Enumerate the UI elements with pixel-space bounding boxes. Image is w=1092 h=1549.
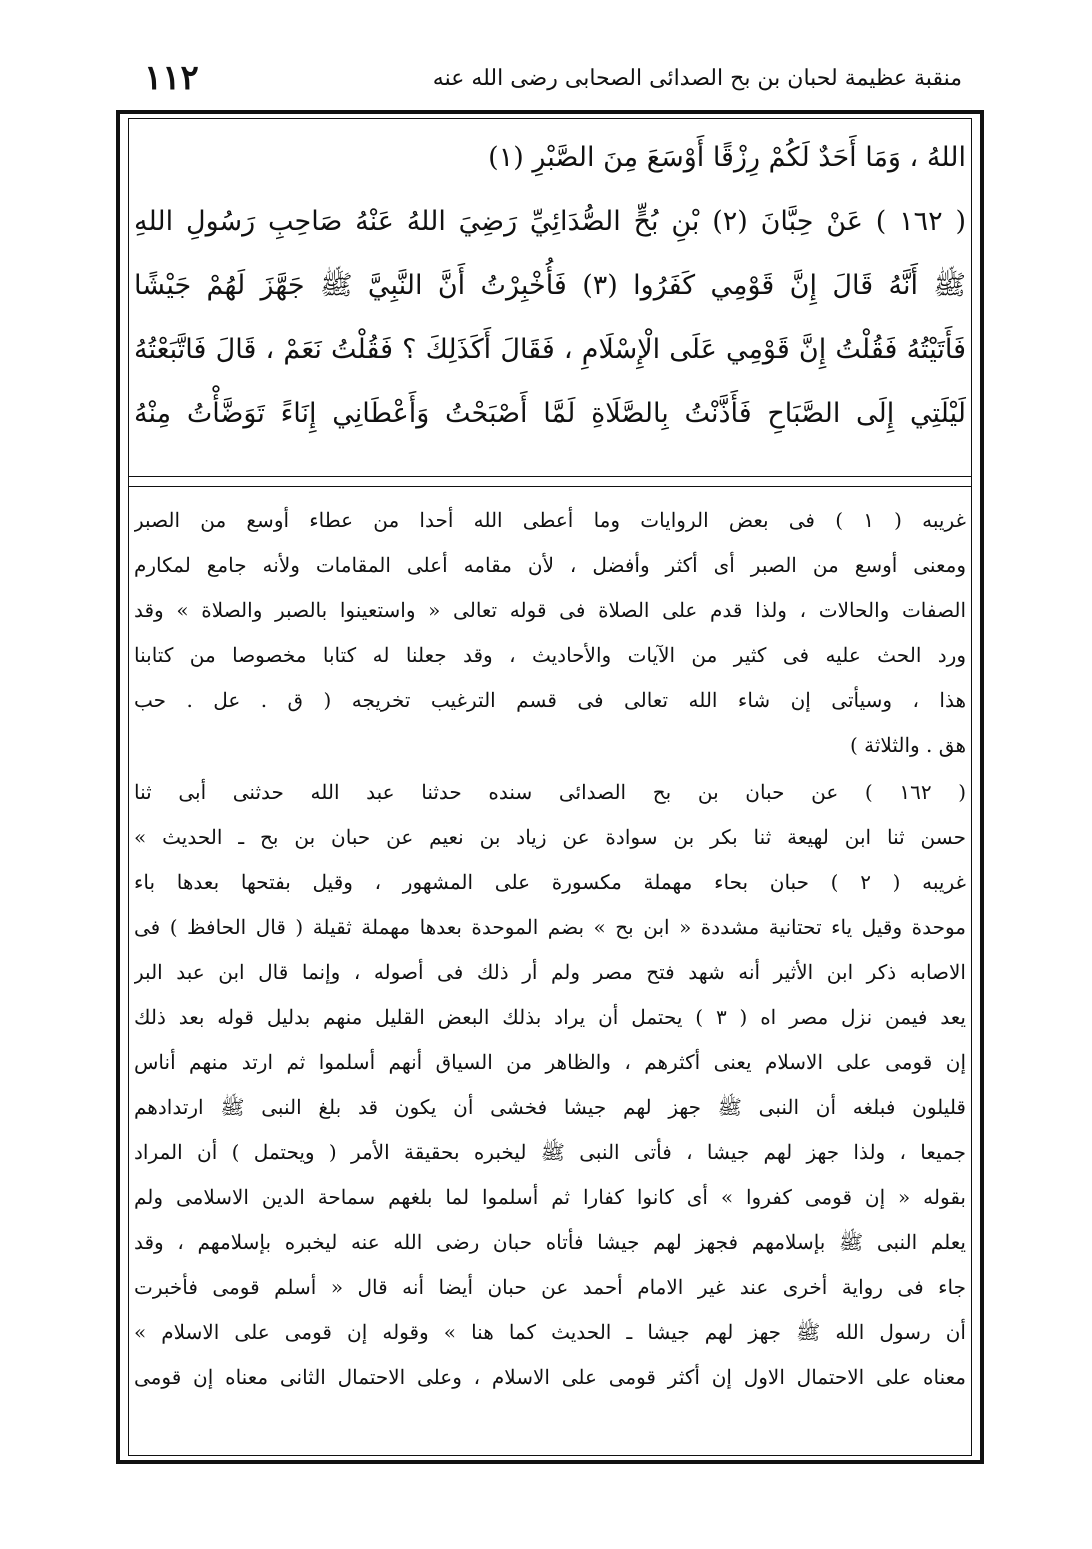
note-line: غريبه ( ١ ) فى بعض الروايات وما أعطى الله أحدا من عطاء أوسع من الصبر <box>134 508 966 532</box>
note-line: يعلم النبى ﷺ بإسلامهم فجهز لهم جيشا فأتاه حبان رضى الله عنه ليخبره بإسلامهم ، وقد <box>134 1230 966 1254</box>
note-line: جميعا ، ولذا جهز لهم جيشا ، فأتى النبى ﷺ ليخبره بحقيقة الأمر ( ويحتمل ) أن المراد <box>134 1140 966 1164</box>
running-title: منقبة عظيمة لحبان بن بح الصدائى الصحابى رضى الله عنه <box>432 66 962 91</box>
page-header <box>110 58 992 106</box>
note-line: معناه على الاحتمال الاول إن أكثر قومى على الاسلام ، وعلى الاحتمال الثانى معناه إن قومى <box>134 1365 966 1389</box>
note-line: جاء فى رواية أخرى عند غير الامام أحمد عن حبان أيضا أنه قال « أسلم قومى فأخبرت <box>134 1275 966 1299</box>
note-line: ومعنى أوسع من الصبر أى أكثر وأفضل ، لأن مقامه أعلى المقامات ولأنه جامع لمكارم <box>134 553 966 577</box>
note-line: هذا ، وسيأتى إن شاء الله تعالى فى قسم الترغيب تخريجه ( ق . عل . حب <box>134 688 966 712</box>
footnotes-part2 <box>134 770 966 1400</box>
note-line: إن قومى على الاسلام يعنى أكثرهم ، والظاهر من السياق أنهم أسلموا ثم ارتد منهم أناس <box>134 1050 966 1074</box>
note-line: الصفات والحالات ، ولذا قدم على الصلاة فى قوله تعالى « واستعينوا بالصبر والصلاة » وقد <box>134 598 966 622</box>
note-line: ورد الحث عليه فى كثير من الآيات والأحاديث ، وقد جعلنا له كتابا مخصوصا من كتابنا <box>134 643 966 667</box>
note-line: الاصابه ذكر ابن الأثير أنه شهد فتح مصر ولم أر ذلك فى أصوله ، وإنما قال ابن عبد البر <box>134 960 966 984</box>
note-line: غريبه ( ٢ ) حبان بحاء مهملة مكسورة على المشهور ، وقيل بفتحها بعدها باء <box>134 870 966 894</box>
divider-line <box>128 476 972 477</box>
main-line: لَيْلَتِي إِلَى الصَّبَاحِ فَأَذَّنْتُ بِالصَّلَاةِ لَمَّا أَصْبَحْتُ وَأَعْطَانِي إِنَاءً تَوَضَّأْتُ مِنْهُ <box>134 398 966 429</box>
footnotes-part1 <box>134 498 966 768</box>
main-line: اللهُ ، وَمَا أَحَدٌ لَكُمْ رِزْقًا أَوْسَعَ مِنَ الصَّبْرِ (١) <box>488 142 966 173</box>
note-line: بقوله « إن قومى كفروا » أى كانوا كفارا ثم أسلموا لما بلغهم سماحة الدين الاسلامى ولم <box>134 1185 966 1209</box>
note-line: حسن ثنا ابن لهيعة ثنا بكر بن سوادة عن زياد بن نعيم عن حبان بن بح ـ الحديث » <box>134 825 966 849</box>
main-line: ( ١٦٢ ) عَنْ حِبَّانَ (٢) بْنِ بُحٍّ الصُّدَائِيِّ رَضِيَ اللهُ عَنْهُ صَاحِبِ رَسُولِ اللهِ <box>134 206 966 237</box>
note-line: قليلون فبلغه أن النبى ﷺ جهز لهم جيشا فخشى أن يكون قد بلغ النبى ﷺ ارتدادهم <box>134 1095 966 1119</box>
note-line: ( ١٦٢ ) عن حبان بن بح الصدائى سنده حدثنا عبد الله حدثنى أبى ثنا <box>134 780 966 804</box>
note-line: موحدة وقيل ياء تحتانية مشددة « ابن بح » بضم الموحدة بعدها مهملة ثقيلة ( قال الحافظ ) فى <box>134 915 966 939</box>
note-line: هق . والثلاثة ) <box>849 733 966 757</box>
note-line: أن رسول الله ﷺ جهز لهم جيشا ـ الحديث كما هنا » وقوله إن قومى على الاسلام » <box>134 1320 966 1344</box>
note-line: يعد فيمن نزل مصر اه ( ٣ ) يحتمل أن يراد بذلك البعض القليل منهم بدليل قوله بعد ذلك <box>134 1005 966 1029</box>
divider-line <box>128 486 972 487</box>
main-line: ﷺ أَنَّهُ قَالَ إِنَّ قَوْمِي كَفَرُوا (٣) فَأُخْبِرْتُ أَنَّ النَّبِيَّ ﷺ جَهَّزَ لَهُمْ جَيْشًا <box>134 270 966 301</box>
page-number: ١١٢ <box>144 58 199 98</box>
main-line: فَأَتَيْتُهُ فَقُلْتُ إِنَّ قَوْمِي عَلَى الْإِسْلَامِ ، فَقَالَ أَكَذَلِكَ ؟ فَقُلْتُ نَعَمْ ، قَالَ فَاتَّبَعْتُهُ <box>134 334 966 365</box>
main-text <box>134 126 966 446</box>
